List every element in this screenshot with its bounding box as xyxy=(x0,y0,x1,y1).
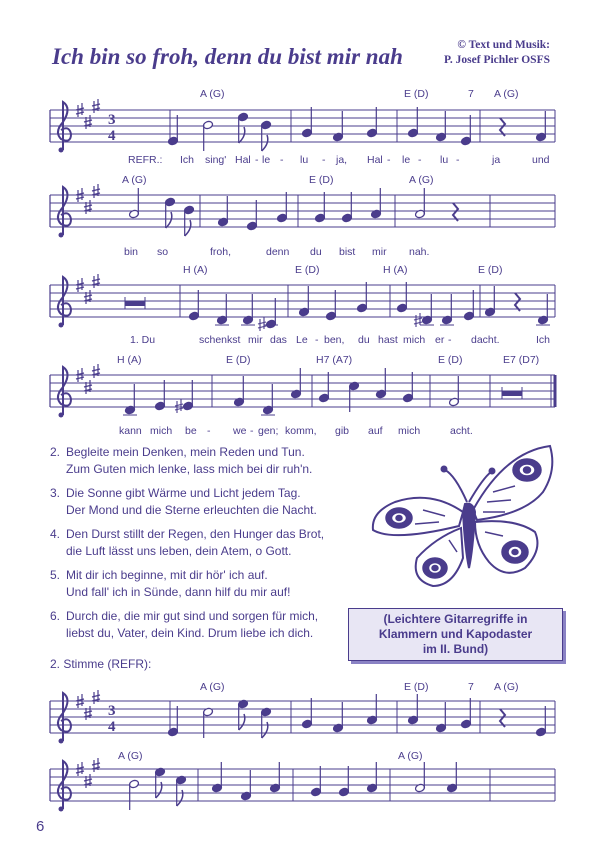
lyric: mir xyxy=(248,334,263,346)
staff-5 xyxy=(0,675,600,745)
chord: H7 (A7) xyxy=(316,354,353,366)
butterfly-illustration xyxy=(365,440,565,600)
eighth-flag xyxy=(185,220,191,236)
sharp-icon xyxy=(84,290,92,304)
verse-line: Durch die, die mir gut sind und sorgen für mich, xyxy=(66,609,319,623)
clef-dot xyxy=(59,807,64,812)
chords-4 xyxy=(117,354,539,366)
accidental-sharp-icon xyxy=(258,317,266,331)
clef-dot xyxy=(59,413,64,418)
lyric: Hal xyxy=(235,154,251,166)
lyric: komm, xyxy=(285,425,317,437)
lyric: le xyxy=(262,154,271,166)
sharp-icon xyxy=(92,184,100,198)
sharp-icon xyxy=(92,99,100,113)
lyrics-2 xyxy=(124,246,429,258)
lyric: Le xyxy=(296,334,308,346)
chord: H (A) xyxy=(183,264,208,276)
lyric: ja xyxy=(492,154,501,166)
verse-number: 6. xyxy=(50,609,61,623)
staff-1 xyxy=(0,85,600,170)
staff-4 xyxy=(0,350,600,440)
sharp-icon xyxy=(92,690,100,704)
time-signature-bottom: 4 xyxy=(108,128,116,144)
note-line: (Leichtere Gitarregriffe in xyxy=(383,612,528,626)
lyric: so xyxy=(157,246,169,258)
staff-notation xyxy=(50,364,555,418)
staff-notation xyxy=(50,758,555,812)
verse-number: 2. xyxy=(50,445,61,459)
guitar-chord-note xyxy=(348,608,563,661)
sharp-icon xyxy=(84,706,92,720)
chords-1 xyxy=(200,88,519,100)
chords-2 xyxy=(122,174,434,186)
clef-dot xyxy=(59,233,64,238)
chord: A (G) xyxy=(200,681,225,693)
clef-dot xyxy=(59,739,64,744)
lyric: das xyxy=(270,334,287,346)
lyric: lu xyxy=(440,154,449,166)
credit xyxy=(444,38,550,68)
staff-notation xyxy=(50,690,555,744)
lyric: - xyxy=(322,154,326,166)
chord: A (G) xyxy=(494,88,519,100)
accidental-sharp-icon xyxy=(175,399,183,413)
verse-number: 4. xyxy=(50,527,61,541)
quarter-rest-icon xyxy=(453,203,458,221)
chord: E (D) xyxy=(226,354,251,366)
lyric: lu xyxy=(300,154,309,166)
sharp-icon xyxy=(84,115,92,129)
verse-line: Und fall' ich in Sünde, dann hilf du mir auf! xyxy=(66,585,291,599)
lyric: mich xyxy=(398,425,421,437)
verse-line: Zum Guten mich lenke, lass mich bei dir ruh'n. xyxy=(66,462,313,476)
chord: E (D) xyxy=(404,681,429,693)
verse-line: die Luft lässt uns leben, dein Atem, o Gott. xyxy=(66,544,292,558)
verse-4 xyxy=(50,526,360,560)
credit-line-2: P. Josef Pichler OSFS xyxy=(443,54,550,66)
chords-3 xyxy=(183,264,503,276)
chord: 7 xyxy=(468,681,474,693)
lyric: gen; xyxy=(258,425,279,437)
lyric: bist xyxy=(339,246,356,258)
chord: A (G) xyxy=(122,174,147,186)
lyric: Ich xyxy=(536,334,551,346)
lyric: schenkst xyxy=(199,334,241,346)
sharp-icon xyxy=(92,364,100,378)
lyric: - xyxy=(280,154,284,166)
chords-5 xyxy=(200,681,519,693)
lyric: - xyxy=(207,425,211,437)
chord: E (D) xyxy=(309,174,334,186)
lyric: be xyxy=(185,425,197,437)
lyric: le xyxy=(402,154,411,166)
eighth-flag xyxy=(239,127,245,143)
lyric: bin xyxy=(124,246,139,258)
staff-6 xyxy=(0,745,600,825)
staff-notation xyxy=(50,99,555,153)
chord: E (D) xyxy=(478,264,503,276)
song-title: Ich bin so froh, denn du bist mir nah xyxy=(52,44,403,69)
time-signature-bottom: 4 xyxy=(108,719,116,735)
lyric: froh, xyxy=(210,246,232,258)
page-number: 6 xyxy=(36,818,45,835)
chord: A (G) xyxy=(398,750,423,762)
chord: 7 xyxy=(468,88,474,100)
verse-line: liebst du, Vater, dein Kind. Drum liebe ich dich. xyxy=(66,626,314,640)
lyric: - xyxy=(250,425,254,437)
lyric: - xyxy=(315,334,319,346)
eighth-flag xyxy=(262,135,268,151)
lyric: dacht. xyxy=(471,334,500,346)
whole-rest-icon xyxy=(125,301,145,306)
eighth-flag xyxy=(177,790,183,806)
clef-dot xyxy=(59,148,64,153)
credit-line-1: © Text und Musik: xyxy=(457,39,550,51)
lyric: du xyxy=(310,246,322,258)
chord: A (G) xyxy=(200,88,225,100)
verse-3 xyxy=(50,485,360,519)
chord: A (G) xyxy=(118,750,143,762)
lyric: REFR.: xyxy=(128,154,163,166)
chord: A (G) xyxy=(494,681,519,693)
lyric: 1. Du xyxy=(130,334,156,346)
lyric: - xyxy=(387,154,391,166)
quarter-rest-icon xyxy=(500,709,505,727)
sharp-icon xyxy=(92,274,100,288)
chord: E (D) xyxy=(404,88,429,100)
lyric: er xyxy=(435,334,445,346)
verse-6 xyxy=(50,608,360,642)
verse-line: Der Mond und die Sterne erleuchten die Nacht. xyxy=(66,503,317,517)
chord: E (D) xyxy=(438,354,463,366)
lyric: sing' xyxy=(205,154,227,166)
lyric: - xyxy=(418,154,422,166)
chord: A (G) xyxy=(409,174,434,186)
lyric: kann xyxy=(119,425,142,437)
lyrics-3 xyxy=(130,334,550,346)
verse-number: 5. xyxy=(50,568,61,582)
clef-dot xyxy=(59,323,64,328)
lyric: hast xyxy=(378,334,398,346)
chord: E (D) xyxy=(295,264,320,276)
lyric: ben, xyxy=(324,334,345,346)
lyric: - xyxy=(448,334,452,346)
chord: H (A) xyxy=(383,264,408,276)
verses xyxy=(50,444,360,649)
lyric: - xyxy=(255,154,259,166)
lyric: ja, xyxy=(336,154,348,166)
lyric: Hal xyxy=(367,154,383,166)
verse-line: Den Durst stillt der Regen, den Hunger das Brot, xyxy=(66,527,325,541)
verse-line: Mit dir ich beginne, mit dir hör' ich auf. xyxy=(66,568,268,582)
sharp-icon xyxy=(84,774,92,788)
lyric: we xyxy=(233,425,247,437)
lyric: Ich xyxy=(180,154,195,166)
lyric: mir xyxy=(372,246,387,258)
staff-2 xyxy=(0,170,600,260)
lyric: mich xyxy=(403,334,426,346)
staff-notation xyxy=(50,274,555,331)
eighth-flag xyxy=(166,212,172,228)
lyric: - xyxy=(456,154,460,166)
verse-5 xyxy=(50,567,360,601)
sharp-icon xyxy=(92,758,100,772)
lyric: nah. xyxy=(409,246,430,258)
lyric: denn xyxy=(266,246,290,258)
eighth-flag xyxy=(239,714,245,730)
lyric: und xyxy=(532,154,550,166)
second-voice-label: 2. Stimme (REFR): xyxy=(50,657,152,671)
lyric: acht. xyxy=(450,425,473,437)
verse-2 xyxy=(50,444,360,478)
eighth-flag xyxy=(262,722,268,738)
lyric: du xyxy=(358,334,370,346)
note-line: im II. Bund) xyxy=(422,642,489,656)
chord: H (A) xyxy=(117,354,142,366)
chords-6 xyxy=(118,750,423,762)
time-signature-top: 3 xyxy=(108,112,116,128)
lyric: gib xyxy=(335,425,350,437)
verse-line: Begleite mein Denken, mein Reden und Tun. xyxy=(66,445,305,459)
lyrics-4 xyxy=(119,425,473,437)
quarter-rest-icon xyxy=(500,118,505,136)
verse-line: Die Sonne gibt Wärme und Licht jedem Tag. xyxy=(66,486,301,500)
staff-notation xyxy=(50,184,555,238)
lyric: mich xyxy=(150,425,173,437)
time-signature-top: 3 xyxy=(108,703,116,719)
whole-rest-icon xyxy=(502,391,522,396)
lyric: auf xyxy=(368,425,383,437)
quarter-rest-icon xyxy=(515,293,520,311)
chord: E7 (D7) xyxy=(503,354,540,366)
note-line: Klammern und Kapodaster xyxy=(378,627,533,641)
verse-number: 3. xyxy=(50,486,61,500)
lyrics-1 xyxy=(128,154,550,166)
sharp-icon xyxy=(84,200,92,214)
sharp-icon xyxy=(84,380,92,394)
staff-3 xyxy=(0,260,600,350)
eighth-flag xyxy=(156,782,162,798)
